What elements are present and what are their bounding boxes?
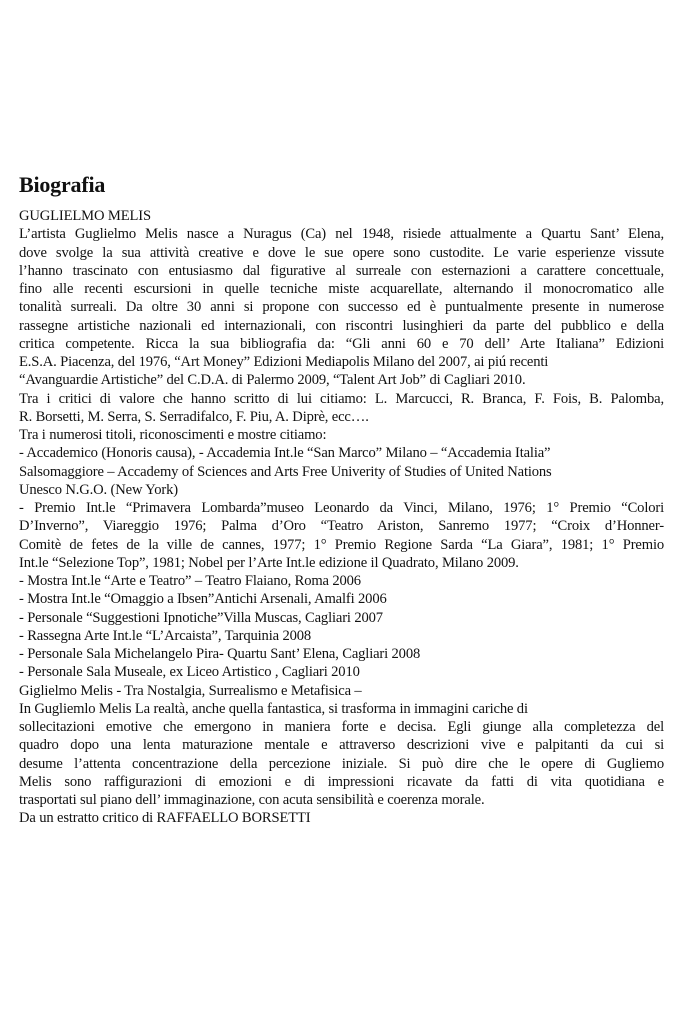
author-name: GUGLIELMO MELIS xyxy=(19,208,151,224)
biography-text xyxy=(19,225,664,827)
text-line: In Gugliemlo Melis La realtà, anche quella fantastica, si trasforma in immagini cariche di xyxy=(19,700,528,717)
text-line: Melis sono raffigurazioni di emozioni e di impressioni ricavate da fatti di vita quotidiana e xyxy=(19,773,664,790)
text-line: fino alle recenti escursioni in quelle tecniche miste acquarellate, alternando il monocromatico alle xyxy=(19,281,664,297)
text-line: R. Borsetti, M. Serra, S. Serradifalco, F. Piu, A. Diprè, ecc…. xyxy=(19,408,369,425)
text-line: - Personale Sala Museale, ex Liceo Artistico , Cagliari 2010 xyxy=(19,664,360,681)
document-page xyxy=(19,172,664,828)
text-line: Da un estratto critico di RAFFAELLO BORSETTI xyxy=(19,810,311,827)
text-line: Int.le “Selezione Top”, 1981; Nobel per l’Arte Int.le edizione il Quadrato, Milano 2009. xyxy=(19,554,519,571)
text-line: E.S.A. Piacenza, del 1976, “Art Money” Edizioni Mediapolis Milano del 2007, ai piú recenti xyxy=(19,354,549,370)
text-line: Tra i critici di valore che hanno scritto di lui citiamo: L. Marcucci, R. Branca, F. Fois, B. Palomba, xyxy=(19,390,664,407)
text-line: D’Inverno”, Viareggio 1976; Palma d’Oro “Teatro Ariston, Sanremo 1977; “Croix d’Honner- xyxy=(19,518,664,535)
text-line: L’artista Guglielmo Melis nasce a Nuragus (Ca) nel 1948, risiede attualmente a Quartu Sant’ Elena, xyxy=(19,226,664,243)
text-line: Salsomaggiore – Accademy of Sciences and Arts Free Univerity of Studies of United Nations xyxy=(19,463,552,480)
text-line: Giglielmo Melis - Tra Nostalgia, Surrealismo e Metafisica – xyxy=(19,682,362,699)
text-line: Unesco N.G.O. (New York) xyxy=(19,481,178,498)
text-line: - Rassegna Arte Int.le “L’Arcaista”, Tarquinia 2008 xyxy=(19,627,312,644)
text-line: l’hanno trascinato con entusiasmo dal figurative al surreale con esternazioni a carattere concettuale, xyxy=(19,262,664,279)
text-line: “Avanguardie Artistiche” del C.D.A. di Palermo 2009, “Talent Art Job” di Cagliari 2010. xyxy=(19,372,526,389)
text-line: dove svolge la sua attività creative e dove le sue opere sono custodite. Le varie esperienze vissute xyxy=(19,244,664,261)
text-line: tonalità surreali. Da oltre 30 anni si propone con successo ed è puntualmente presente in numerose xyxy=(19,299,664,316)
text-line: - Personale Sala Michelangelo Pira- Quartu Sant’ Elena, Cagliari 2008 xyxy=(19,646,421,662)
text-line: critica competente. Ricca la sua bibliografia da: “Gli anni 60 e 70 dell’ Arte Italiana” Edizioni xyxy=(19,335,664,352)
text-line: rassegne artistiche nazionali ed internazionali, con riscontri lusinghieri da parte del pubblico e della xyxy=(19,317,664,334)
text-line: - Accademico (Honoris causa), - Accademia Int.le “San Marco” Milano – “Accademia Italia” xyxy=(19,445,551,462)
text-line: Comitè de fetes de la ville de cannes, 1977; 1° Premio Regione Sarda “La Giara”, 1981; 1° Premio xyxy=(19,536,664,553)
text-line: - Mostra Int.le “Omaggio a Ibsen”Antichi Arsenali, Amalfi 2006 xyxy=(19,591,387,608)
text-line: desume l’attenta concentrazione della percezione iniziale. Si può dire che le opere di Gugliemo xyxy=(19,755,664,772)
text-line: sollecitazioni emotive che emergono in maniera forte e decisa. Egli giunge alla completezza del xyxy=(19,719,664,735)
text-line: - Premio Int.le “Primavera Lombarda”museo Leonardo da Vinci, Milano, 1976; 1° Premio “Colori xyxy=(19,500,664,516)
text-line: - Mostra Int.le “Arte e Teatro” – Teatro Flaiano, Roma 2006 xyxy=(19,573,361,589)
text-line: - Personale “Suggestioni Ipnotiche”Villa Muscas, Cagliari 2007 xyxy=(19,609,383,626)
text-line: quadro dopo una lenta maturazione mentale e attraverso descrizioni vive e palpitanti da cui si xyxy=(19,737,664,754)
page-title: Biografia xyxy=(19,172,106,197)
text-line: Tra i numerosi titoli, riconoscimenti e mostre citiamo: xyxy=(19,427,327,443)
text-line: trasportati sul piano dell’ immaginazione, con acuta sensibilità e coerenza morale. xyxy=(19,792,485,808)
